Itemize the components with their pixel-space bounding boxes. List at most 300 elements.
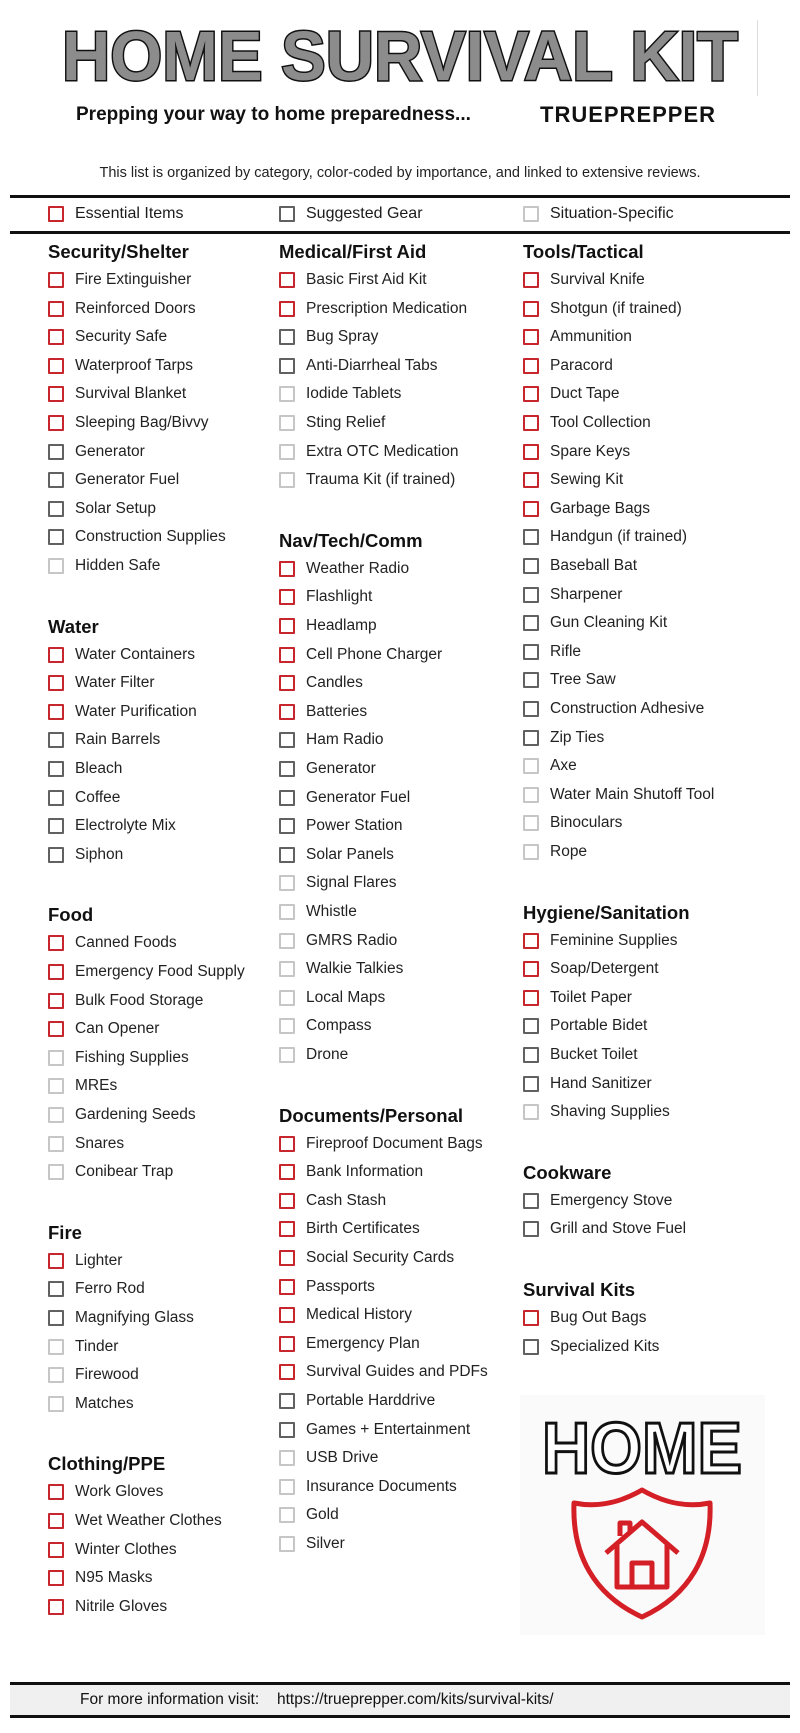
checkbox-icon[interactable] [279,1336,295,1352]
checklist-item-label: Fireproof Document Bags [306,1134,483,1152]
checkbox-icon[interactable] [48,1164,64,1180]
checkbox-icon[interactable] [48,501,64,517]
checklist-item-label: Weather Radio [306,559,410,577]
checklist-item[interactable] [48,1569,153,1587]
checklist-item-label: Survival Knife [550,271,645,288]
checklist-item-label: Wet Weather Clothes [75,1512,222,1529]
checklist-item[interactable] [279,646,442,664]
checklist-item-label: Fire Extinguisher [75,271,192,288]
checkbox-icon[interactable] [279,847,295,863]
checklist-item[interactable] [523,1220,686,1238]
checkbox-icon[interactable] [523,990,539,1006]
checkbox-icon[interactable] [48,444,64,460]
checkbox-icon[interactable] [523,672,539,688]
checklist-item-label: Medical History [306,1306,412,1324]
checklist-item[interactable] [48,963,245,981]
checklist-item[interactable] [523,528,687,546]
checklist-item-label: Rain Barrels [75,731,161,749]
checklist-item-label: Feminine Supplies [550,931,678,949]
checkbox-icon[interactable] [279,618,295,634]
checkbox-icon[interactable] [48,1253,64,1269]
checklist-item-label: USB Drive [306,1449,379,1467]
checklist-item[interactable] [48,789,120,807]
checklist-item[interactable] [48,1163,173,1181]
checkbox-icon[interactable] [48,1050,64,1066]
category-heading: Survival Kits [523,1279,636,1300]
checkbox-icon[interactable] [523,386,539,402]
checkbox-icon[interactable] [48,1513,64,1529]
checklist-item-label: Fishing Supplies [75,1048,189,1066]
checklist-item[interactable] [48,271,191,289]
checklist-item[interactable] [279,760,376,778]
checkbox-icon[interactable] [523,644,539,660]
checklist-item-label: Prescription Medication [306,299,468,317]
checkbox-icon[interactable] [523,615,539,631]
checklist-item[interactable] [48,817,176,835]
checklist-item-label: Snares [75,1134,125,1152]
checklist-item[interactable] [523,443,630,461]
checklist-item-label: Social Security Cards [306,1249,455,1266]
checklist-item-label: Gold [306,1506,339,1524]
checkbox-icon[interactable] [279,1479,295,1495]
checkbox-icon[interactable] [523,1310,539,1326]
checkbox-icon[interactable] [48,1078,64,1094]
checklist-item[interactable] [523,271,645,289]
checkbox-icon[interactable] [48,386,64,402]
checkbox-icon[interactable] [48,358,64,374]
checklist-item-label: Spare Keys [550,442,631,460]
checklist-item[interactable] [48,992,203,1010]
checklist-item[interactable] [279,1421,470,1439]
checklist-item[interactable] [523,700,704,718]
checkbox-icon[interactable] [279,1536,295,1552]
checklist-item[interactable] [279,1278,375,1296]
checklist-item-label: Extra OTC Medication [306,442,459,460]
checklist-item[interactable] [523,1309,647,1327]
category-heading: Fire [48,1221,82,1243]
checkbox-icon[interactable] [48,1339,64,1355]
checkbox-icon[interactable] [523,815,539,831]
checklist-item[interactable] [279,471,455,489]
checklist-item[interactable] [48,357,193,375]
checklist-item[interactable] [279,817,403,835]
checkbox-icon[interactable] [523,1076,539,1092]
checkbox-icon[interactable] [279,647,295,663]
checklist-item[interactable] [48,528,226,546]
checklist-item[interactable] [523,729,604,747]
suggested-checkbox-icon [279,206,295,222]
checklist-item-label: Candles [306,674,363,692]
checklist-item-label: Lighter [75,1251,123,1269]
checklist-item[interactable] [279,1535,345,1553]
checklist-item-label: Flashlight [306,588,373,606]
checklist-item[interactable] [279,789,410,807]
checklist-item[interactable] [279,1163,423,1181]
checkbox-icon[interactable] [279,1193,295,1209]
checkbox-icon[interactable] [48,935,64,951]
checklist-item-label: Generator Fuel [75,471,180,489]
checkbox-icon[interactable] [48,847,64,863]
checklist-item[interactable] [48,674,155,692]
checklist-item[interactable] [279,1220,420,1238]
checkbox-icon[interactable] [279,561,295,577]
checkbox-icon[interactable] [48,704,64,720]
checklist-item[interactable] [279,1506,339,1524]
checklist-item-label: Headlamp [306,617,377,634]
checklist-item-label: Construction Adhesive [550,700,705,717]
footer-link[interactable]: https://trueprepper.com/kits/survival-kits/ [277,1691,554,1708]
checklist-item[interactable] [48,414,209,432]
checkbox-icon[interactable] [279,415,295,431]
checklist-item[interactable] [48,703,197,721]
checkbox-icon[interactable] [523,701,539,717]
checklist-item[interactable] [523,1046,638,1064]
checklist-item-label: Water Containers [75,645,196,663]
checkbox-icon[interactable] [48,272,64,288]
checklist-item[interactable] [523,843,587,861]
checkbox-icon[interactable] [279,732,295,748]
checklist-item[interactable] [279,674,363,692]
checkbox-icon[interactable] [279,1422,295,1438]
checkbox-icon[interactable] [523,529,539,545]
checkbox-icon[interactable] [48,647,64,663]
checklist-item[interactable] [48,1020,159,1038]
checkbox-icon[interactable] [523,730,539,746]
checklist-item-label: Tree Saw [550,671,616,689]
checkbox-icon[interactable] [279,1450,295,1466]
checklist-item-label: Tool Collection [550,414,651,431]
checkbox-icon[interactable] [48,1107,64,1123]
brand-name: TRUEPREPPER [540,102,717,127]
checkbox-icon[interactable] [279,790,295,806]
checkbox-icon[interactable] [48,818,64,834]
checkbox-icon[interactable] [279,704,295,720]
checkbox-icon[interactable] [279,589,295,605]
checklist-item[interactable] [279,1135,483,1153]
checklist-item[interactable] [279,385,401,403]
checkbox-icon[interactable] [48,1396,64,1412]
checkbox-icon[interactable] [48,790,64,806]
checkbox-icon[interactable] [523,1339,539,1355]
checkbox-icon[interactable] [279,272,295,288]
checklist-item[interactable] [48,471,179,489]
checkbox-icon[interactable] [523,415,539,431]
checkbox-icon[interactable] [279,1164,295,1180]
checklist-item[interactable] [279,443,458,461]
checklist-item[interactable] [523,1338,659,1356]
checkbox-icon[interactable] [279,818,295,834]
checklist-item-label: Reinforced Doors [75,299,196,317]
checklist-item-label: Portable Harddrive [306,1392,436,1409]
checklist-item[interactable] [523,1017,647,1035]
checklist-item[interactable] [48,1541,177,1559]
checklist-item[interactable] [523,357,613,375]
checklist-item[interactable] [523,328,632,346]
checklist-item[interactable] [48,1280,145,1298]
checkbox-icon[interactable] [48,1570,64,1586]
checkbox-icon[interactable] [279,875,295,891]
checkbox-icon[interactable] [523,272,539,288]
checklist-item[interactable] [279,731,384,749]
checkbox-icon[interactable] [48,1136,64,1152]
checklist-item-label: Binoculars [550,814,623,832]
checklist-item[interactable] [279,300,467,318]
checklist-item[interactable] [48,934,177,952]
checklist-item-label: Walkie Talkies [306,960,404,978]
checklist-item-label: Conibear Trap [75,1163,174,1181]
checklist-item[interactable] [48,500,156,518]
checklist-item-label: Garbage Bags [550,499,650,517]
legend-bottom-rule [10,231,790,234]
checklist-item[interactable] [523,300,682,318]
checkbox-icon[interactable] [279,301,295,317]
checkbox-icon[interactable] [523,329,539,345]
checklist-item[interactable] [48,1512,222,1530]
checklist-item[interactable] [48,1366,139,1384]
checklist-item[interactable] [279,1449,378,1467]
checkbox-icon[interactable] [48,732,64,748]
checkbox-icon[interactable] [279,1364,295,1380]
checklist-item[interactable] [279,1363,488,1381]
checkbox-icon[interactable] [279,1393,295,1409]
legend-situational [523,205,674,223]
checkbox-icon[interactable] [279,1136,295,1152]
checkbox-icon[interactable] [523,472,539,488]
checklist-item[interactable] [279,846,394,864]
checkbox-icon[interactable] [48,1310,64,1326]
checklist-item[interactable] [279,414,385,432]
checklist-item[interactable] [279,271,427,289]
checkbox-icon[interactable] [523,1221,539,1237]
checkbox-icon[interactable] [523,1018,539,1034]
checklist-item[interactable] [48,1338,118,1356]
checklist-item[interactable] [523,1103,670,1121]
checklist-item[interactable] [279,1392,435,1410]
checklist-item[interactable] [279,588,372,606]
checkbox-icon[interactable] [279,386,295,402]
checklist-item-label: Water Filter [75,674,155,692]
checkbox-icon[interactable] [279,990,295,1006]
checklist-item[interactable] [48,1049,189,1067]
checklist-item[interactable] [48,300,196,318]
checklist-item[interactable] [279,703,367,721]
checklist-item[interactable] [279,1335,420,1353]
checklist-item-label: Siphon [75,845,124,863]
checkbox-icon[interactable] [523,587,539,603]
checklist-item[interactable] [279,1478,457,1496]
checkbox-icon[interactable] [48,993,64,1009]
checklist-item[interactable] [523,814,622,832]
checklist-item[interactable] [48,385,186,403]
checkbox-icon[interactable] [48,1367,64,1383]
checkbox-icon[interactable] [48,529,64,545]
legend-essential-label: Essential Items [75,205,184,222]
checkbox-icon[interactable] [523,501,539,517]
checklist-item[interactable] [523,500,650,518]
checkbox-icon[interactable] [279,444,295,460]
checklist-item-label: N95 Masks [75,1569,153,1587]
checkbox-icon[interactable] [523,558,539,574]
checklist-item-label: Shotgun (if trained) [550,299,682,317]
checklist-item-label: Emergency Stove [550,1191,673,1209]
checkbox-icon[interactable] [523,1104,539,1120]
checkbox-icon[interactable] [279,904,295,920]
legend-suggested [279,205,423,223]
checklist-item[interactable] [279,1306,412,1324]
category-heading: Clothing/PPE [48,1453,166,1475]
category-heading: Nav/Tech/Comm [279,529,423,551]
checklist-item-label: Anti-Diarrheal Tabs [306,356,438,374]
checklist-item-label: Drone [306,1046,349,1063]
checkbox-icon[interactable] [279,961,295,977]
checklist-item[interactable] [48,1252,122,1270]
checkbox-icon[interactable] [48,1281,64,1297]
checklist-item[interactable] [48,1598,167,1616]
checklist-item[interactable] [523,671,616,689]
checklist-item[interactable] [279,960,403,978]
checklist-item[interactable] [48,443,145,461]
checklist-item[interactable] [279,1046,348,1064]
checkbox-icon[interactable] [523,961,539,977]
checkbox-icon[interactable] [279,1307,295,1323]
checklist-item-label: Compass [306,1017,372,1035]
checklist-item[interactable] [523,614,667,632]
checkbox-icon[interactable] [523,301,539,317]
checklist-item[interactable] [279,1249,454,1267]
checklist-item-label: Duct Tape [550,385,620,403]
checklist-item[interactable] [523,1192,672,1210]
checklist-item[interactable] [48,1395,134,1413]
checklist-item-label: Sting Relief [306,414,386,431]
checklist-item[interactable] [48,1483,163,1501]
checklist-item-label: Paracord [550,356,613,374]
checklist-item[interactable] [523,989,632,1007]
checkbox-icon[interactable] [48,1484,64,1500]
checkbox-icon[interactable] [279,933,295,949]
checkbox-icon[interactable] [279,329,295,345]
checklist-item[interactable] [279,903,357,921]
checkbox-icon[interactable] [279,358,295,374]
checkbox-icon[interactable] [48,472,64,488]
legend-top-rule [10,195,790,198]
checkbox-icon[interactable] [48,1599,64,1615]
checklist-item-label: Batteries [306,702,368,720]
checklist-item-label: Matches [75,1394,134,1412]
checkbox-icon[interactable] [279,761,295,777]
checkbox-icon[interactable] [279,1279,295,1295]
checklist-item-label: MREs [75,1077,118,1095]
checkbox-icon[interactable] [279,675,295,691]
checklist-item-label: Firewood [75,1366,139,1384]
checklist-item[interactable] [279,1017,371,1035]
checklist-item[interactable] [279,357,438,375]
checklist-item[interactable] [523,385,620,403]
checklist-item[interactable] [523,471,623,489]
checklist-item-label: Water Purification [75,702,197,720]
checklist-item[interactable] [279,617,377,635]
checklist-item[interactable] [523,960,659,978]
checkbox-icon[interactable] [523,758,539,774]
checklist-item[interactable] [279,989,385,1007]
checkbox-icon[interactable] [279,1250,295,1266]
checklist-item-label: Winter Clothes [75,1540,177,1558]
checklist-item[interactable] [48,846,123,864]
checklist-item-label: Grill and Stove Fuel [550,1220,687,1238]
checklist-item[interactable] [279,328,378,346]
category-heading: Documents/Personal [279,1104,464,1126]
checkbox-icon[interactable] [48,1542,64,1558]
category-heading: Security/Shelter [48,241,189,262]
checkbox-icon[interactable] [48,1021,64,1037]
checkbox-icon[interactable] [279,472,295,488]
checklist-item[interactable] [523,414,651,432]
checkbox-icon[interactable] [523,787,539,803]
checkbox-icon[interactable] [48,415,64,431]
checkbox-icon[interactable] [523,1047,539,1063]
checklist-item[interactable] [279,560,409,578]
checklist-item-label: Baseball Bat [550,557,638,574]
checklist-item-label: Passports [306,1277,375,1295]
checklist-item[interactable] [523,586,622,604]
checklist-item[interactable] [48,1106,196,1124]
checklist-item-label: Handgun (if trained) [550,528,687,546]
checklist-item[interactable] [48,1077,117,1095]
checkbox-icon[interactable] [523,358,539,374]
checklist-item-label: Nitrile Gloves [75,1597,168,1615]
checklist-item[interactable] [279,1192,386,1210]
category-heading: Food [48,904,94,926]
checkbox-icon[interactable] [523,933,539,949]
checklist-item[interactable] [48,760,122,778]
checkbox-icon[interactable] [523,1193,539,1209]
checklist-item[interactable] [523,757,577,775]
checkbox-icon[interactable] [48,964,64,980]
checkbox-icon[interactable] [279,1047,295,1063]
checklist-item[interactable] [523,643,581,661]
checklist-item[interactable] [523,932,678,950]
checklist-item[interactable] [523,786,714,804]
checklist-item-label: Whistle [306,903,357,920]
checklist-item[interactable] [279,932,397,950]
checkbox-icon[interactable] [279,1221,295,1237]
checklist-item-label: Insurance Documents [306,1477,457,1495]
checklist-item[interactable] [279,874,396,892]
checklist-item-label: Portable Bidet [550,1017,648,1035]
checklist-item[interactable] [48,731,160,749]
checklist-item[interactable] [48,646,195,664]
checklist-item[interactable] [48,1135,124,1153]
checkbox-icon[interactable] [48,301,64,317]
checklist-item-label: Solar Setup [75,499,156,517]
checklist-item-label: Electrolyte Mix [75,817,176,835]
checkbox-icon[interactable] [523,444,539,460]
checkbox-icon[interactable] [523,844,539,860]
checkbox-icon[interactable] [48,675,64,691]
checkbox-icon[interactable] [279,1018,295,1034]
checklist-item-label: Work Gloves [75,1483,164,1501]
checklist-item-label: Can Opener [75,1020,160,1038]
checkbox-icon[interactable] [48,761,64,777]
checklist-item[interactable] [48,557,160,575]
checklist-item[interactable] [48,1309,194,1327]
checkbox-icon[interactable] [48,558,64,574]
checkbox-icon[interactable] [48,329,64,345]
checklist-item[interactable] [48,328,167,346]
checklist-item[interactable] [523,557,637,575]
checklist-item[interactable] [523,1075,652,1093]
situational-checkbox-icon [523,206,539,222]
checkbox-icon[interactable] [279,1507,295,1523]
